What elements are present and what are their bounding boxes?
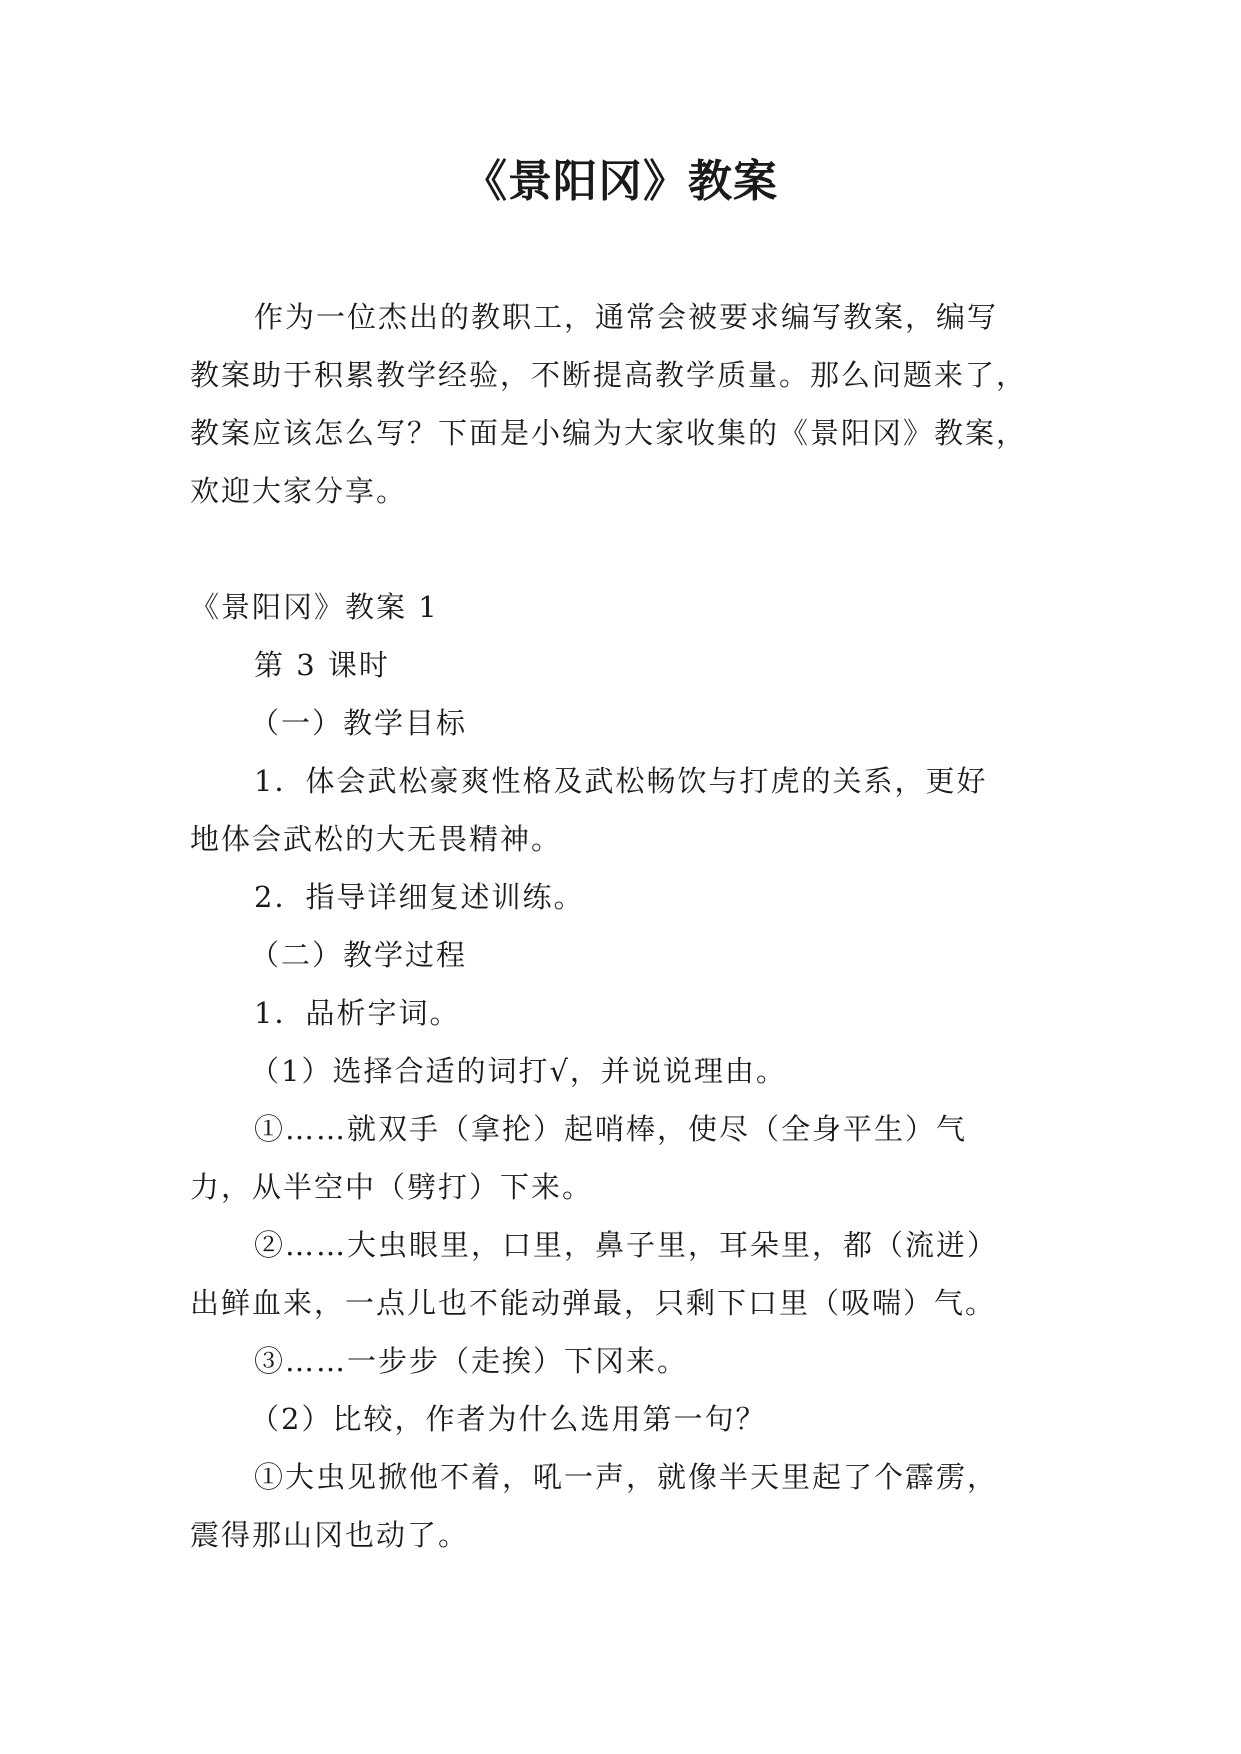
- intro-line-4: 欢迎大家分享。: [190, 474, 408, 508]
- goal-2: 2．指导详细复述训练。: [254, 880, 585, 914]
- compare-1-line-2: 震得那山冈也动了。: [190, 1518, 470, 1552]
- document-body: [190, 288, 1070, 1564]
- item-1-line-2: 力，从半空中（劈打）下来。: [190, 1170, 594, 1204]
- item-3: ③……一步步（走挨）下冈来。: [254, 1344, 689, 1378]
- section-gap: [190, 520, 1070, 578]
- process-1: 1．品析字词。: [254, 996, 461, 1030]
- task-2: （2）比较，作者为什么选用第一句？: [250, 1402, 767, 1436]
- item-2-line-2: 出鲜血来，一点儿也不能动弹最，只剩下口里（吸喘）气。: [190, 1286, 997, 1320]
- item-1-line-1: ①……就双手（拿抡）起哨棒，使尽（全身平生）气: [254, 1112, 968, 1146]
- goal-1-line-2: 地体会武松的大无畏精神。: [190, 822, 563, 856]
- intro-line-2: 教案助于积累教学经验，不断提高教学质量。那么问题来了，: [190, 358, 1028, 392]
- intro-line-3: 教案应该怎么写？下面是小编为大家收集的《景阳冈》教案，: [190, 416, 1028, 450]
- goal-1-line-1: 1．体会武松豪爽性格及武松畅饮与打虎的关系，更好: [254, 764, 988, 798]
- lesson-period: 第 3 课时: [254, 648, 390, 682]
- process-heading: （二）教学过程: [250, 938, 468, 972]
- compare-1-line-1: ①大虫见掀他不着，吼一声，就像半天里起了个霹雳，: [254, 1460, 999, 1494]
- section-heading: 《景阳冈》教案 1: [190, 590, 439, 624]
- page-title: 《景阳冈》教案: [463, 156, 778, 207]
- item-2-line-1: ②……大虫眼里，口里，鼻子里，耳朵里，都（流迸）: [254, 1228, 999, 1262]
- task-1: （1）选择合适的词打√，并说说理由。: [250, 1054, 787, 1088]
- goals-heading: （一）教学目标: [250, 706, 468, 740]
- intro-line-1: 作为一位杰出的教职工，通常会被要求编写教案，编写: [254, 300, 999, 334]
